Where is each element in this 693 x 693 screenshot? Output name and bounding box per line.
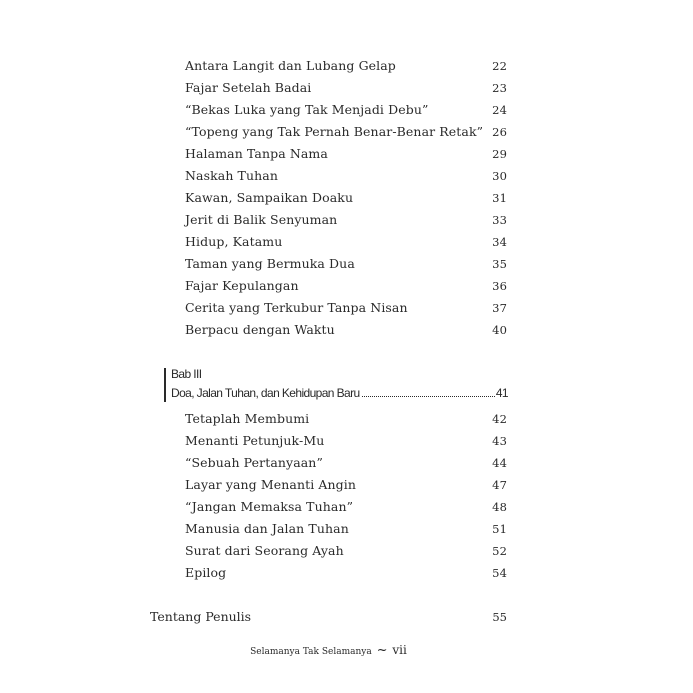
toc-entry-page: 29 <box>492 147 507 161</box>
toc-entry <box>185 322 507 342</box>
chapter-marker-bar <box>164 368 166 402</box>
chapter-title-row <box>171 386 508 400</box>
toc-entry <box>185 521 507 541</box>
toc-entry <box>185 124 507 144</box>
toc-entry-title: Tentang Penulis <box>150 609 252 624</box>
toc-entry-title: Hidup, Katamu <box>185 234 283 249</box>
toc-entry <box>185 477 507 497</box>
toc-entry-title: Kawan, Sampaikan Doaku <box>185 190 354 205</box>
toc-entry-title: Halaman Tanpa Nama <box>185 146 328 161</box>
toc-entry-page: 37 <box>492 301 507 315</box>
toc-entry <box>185 455 507 475</box>
chapter-label: Bab III <box>171 367 202 381</box>
toc-entry-page: 55 <box>492 610 507 624</box>
toc-entry-page: 47 <box>492 478 507 492</box>
toc-entry-title: Tetaplah Membumi <box>185 411 310 426</box>
toc-entry-page: 43 <box>492 434 507 448</box>
toc-entry <box>185 499 507 519</box>
toc-entry-title: “Jangan Memaksa Tuhan” <box>185 499 354 514</box>
toc-entry <box>185 278 507 298</box>
toc-entry <box>185 411 507 431</box>
toc-entry <box>185 256 507 276</box>
toc-entry <box>185 433 507 453</box>
toc-entry-title: Fajar Setelah Badai <box>185 80 312 95</box>
toc-entry-page: 30 <box>492 169 507 183</box>
toc-entry <box>185 168 507 188</box>
dot-leader <box>362 395 495 397</box>
toc-entry <box>185 543 507 563</box>
toc-entry-page: 34 <box>492 235 507 249</box>
chapter-page: 41 <box>495 386 508 400</box>
toc-entry-page: 36 <box>492 279 507 293</box>
footer-book-title: Selamanya Tak Selamanya <box>250 647 372 657</box>
toc-entry-title: “Topeng yang Tak Pernah Benar-Benar Retak” <box>185 124 484 139</box>
toc-entry-page: 44 <box>492 456 507 470</box>
toc-entry-page: 51 <box>492 522 507 536</box>
toc-entry <box>185 234 507 254</box>
toc-entry-page: 31 <box>492 191 507 205</box>
toc-entry-author <box>150 609 507 624</box>
toc-entry <box>185 300 507 320</box>
toc-entry-title: Surat dari Seorang Ayah <box>185 543 344 558</box>
footer-separator: ~ <box>376 643 388 658</box>
toc-entry-page: 22 <box>492 59 507 73</box>
footer-page-number: vii <box>392 643 407 657</box>
toc-entry-page: 52 <box>492 544 507 558</box>
toc-entry-title: Manusia dan Jalan Tuhan <box>185 521 349 536</box>
toc-entry <box>185 58 507 78</box>
chapter-title: Doa, Jalan Tuhan, dan Kehidupan Baru <box>171 386 360 400</box>
toc-entry-title: Menanti Petunjuk-Mu <box>185 433 325 448</box>
toc-entry-title: Antara Langit dan Lubang Gelap <box>185 58 396 73</box>
toc-entry-page: 54 <box>492 566 507 580</box>
toc-entry <box>185 80 507 100</box>
toc-entry-title: Jerit di Balik Senyuman <box>185 212 338 227</box>
toc-entry <box>185 212 507 232</box>
toc-entry-title: Layar yang Menanti Angin <box>185 477 357 492</box>
toc-entry-page: 33 <box>492 213 507 227</box>
toc-entry-page: 35 <box>492 257 507 271</box>
toc-entry-page: 42 <box>492 412 507 426</box>
toc-entry-title: “Sebuah Pertanyaan” <box>185 455 323 470</box>
toc-entry-title: Berpacu dengan Waktu <box>185 322 335 337</box>
toc-entry-title: Taman yang Bermuka Dua <box>185 256 355 271</box>
toc-entry-page: 48 <box>492 500 507 514</box>
toc-entry-title: Cerita yang Terkubur Tanpa Nisan <box>185 300 408 315</box>
page-footer <box>0 643 657 658</box>
toc-entry-page: 26 <box>492 125 507 139</box>
toc-entry-title: “Bekas Luka yang Tak Menjadi Debu” <box>185 102 429 117</box>
toc-entry-title: Naskah Tuhan <box>185 168 278 183</box>
toc-entry-page: 24 <box>492 103 507 117</box>
toc-entry <box>185 102 507 122</box>
toc-entry-title: Epilog <box>185 565 227 580</box>
toc-entry-title: Fajar Kepulangan <box>185 278 299 293</box>
toc-entry-page: 23 <box>492 81 507 95</box>
toc-entry <box>185 190 507 210</box>
toc-entry <box>185 565 507 585</box>
toc-entry-page: 40 <box>492 323 507 337</box>
toc-entry <box>185 146 507 166</box>
chapter-heading <box>164 367 508 403</box>
